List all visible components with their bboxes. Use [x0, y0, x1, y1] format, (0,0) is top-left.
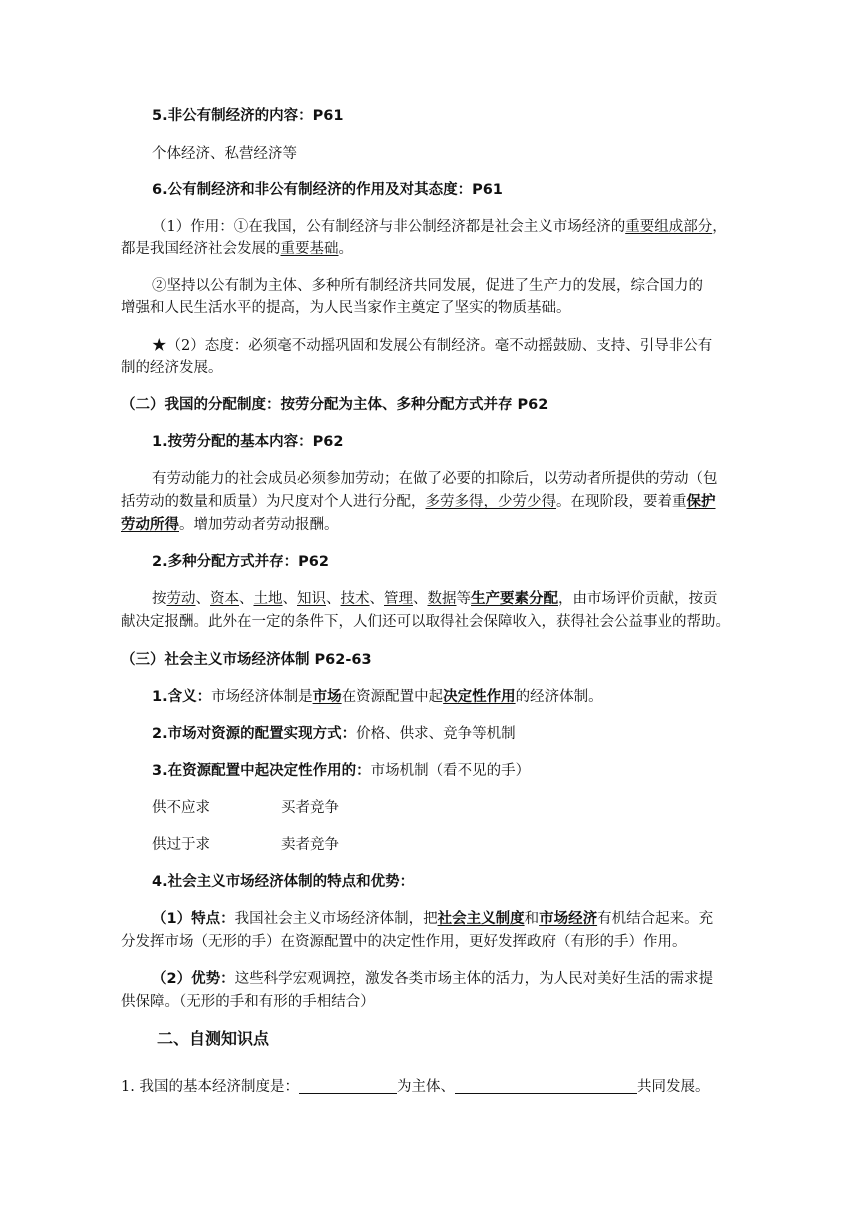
- supply-row-2-right: 卖者竞争: [281, 837, 339, 853]
- factor-capital: 资本: [210, 591, 239, 607]
- factor-land: 土地: [253, 591, 283, 607]
- factor-management: 管理: [384, 591, 413, 607]
- factor-data: 数据: [427, 591, 457, 607]
- label: 3.在资源配置中起决定性作用的：: [152, 763, 371, 779]
- separator: 、: [239, 591, 254, 607]
- blank-1[interactable]: [299, 1077, 397, 1094]
- separator: 、: [413, 591, 428, 607]
- section-3-1: [152, 687, 603, 707]
- text: 的经济体制。: [515, 689, 603, 705]
- separator: 、: [369, 591, 384, 607]
- supply-row-1-left: 供不应求: [152, 800, 210, 816]
- section-6-heading: 6.公有制经济和非公有制经济的作用及对其态度：P61: [152, 182, 503, 198]
- text: ，: [712, 219, 727, 235]
- text: （1）作用：①在我国，公有制经济与非公制经济都是社会主义市场经济的: [152, 219, 626, 235]
- factor-technology: 技术: [340, 591, 370, 607]
- underlined-term: 市场经济: [539, 911, 598, 927]
- separator: 、: [326, 591, 341, 607]
- section-3-4-advantages-line-2: 供保障。（无形的手和有形的手相结合）: [121, 994, 375, 1010]
- separator: 、: [282, 591, 297, 607]
- underlined-term: 市场: [312, 689, 342, 705]
- section-6-role-line-2: [121, 239, 353, 259]
- label: 2.市场对资源的配置实现方式：: [152, 726, 357, 742]
- section-6-point-2-line-1: ②坚持以公有制为主体、多种所有制经济共同发展，促进了生产力的发展，综合国力的: [152, 278, 703, 294]
- section-6-attitude-line-2: 制的经济发展。: [121, 360, 223, 376]
- underlined-term: 重要基础: [280, 241, 339, 257]
- text: ，由市场评价贡献，按贡: [558, 591, 718, 607]
- section-3-3: [152, 761, 530, 781]
- text: 在资源配置中起: [341, 689, 444, 705]
- section-3-2: [152, 724, 516, 744]
- underlined-term: 劳动所得: [121, 517, 179, 533]
- label: （1）特点：: [152, 911, 235, 927]
- text: 和: [524, 911, 540, 927]
- section-6-attitude-line-1: ★（2）态度：必须毫不动摇巩固和发展公有制经济。毫不动摇鼓励、支持、引导非公有: [152, 338, 713, 354]
- section-2-1-line-2: [121, 492, 716, 512]
- label: 1.含义：: [152, 689, 212, 705]
- label: （2）优势：: [152, 971, 235, 987]
- text: 市场机制（看不见的手）: [370, 763, 531, 779]
- separator: 、: [195, 591, 210, 607]
- sec2-heading: （二）我国的分配制度：按劳分配为主体、多种分配方式并存 P62: [121, 397, 549, 413]
- section-5-content: 个体经济、私营经济等: [152, 146, 297, 162]
- section-5-heading: 5.非公有制经济的内容：P61: [152, 108, 344, 124]
- supply-row-1-right: 买者竞争: [281, 800, 339, 816]
- factor-knowledge: 知识: [297, 591, 326, 607]
- part-2-heading: 二、自测知识点: [157, 1029, 270, 1048]
- text: 我国社会主义市场经济体制，把: [234, 911, 438, 927]
- underlined-term: 重要组成部分: [625, 219, 713, 235]
- section-3-4-heading: 4.社会主义市场经济体制的特点和优势：: [152, 874, 415, 890]
- section-2-2-line-2: 献决定报酬。此外在一定的条件下，人们还可以取得社会保障收入，获得社会公益事业的帮助。: [121, 614, 730, 630]
- question-1: [121, 1077, 709, 1097]
- text: 。: [338, 241, 353, 257]
- text: 1. 我国的基本经济制度是：: [121, 1079, 299, 1095]
- section-2-1-heading: 1.按劳分配的基本内容：P62: [152, 434, 344, 450]
- section-2-1-line-1: 有劳动能力的社会成员必须参加劳动；在做了必要的扣除后，以劳动者所提供的劳动（包: [152, 471, 718, 487]
- underlined-term: 生产要素分配: [471, 591, 558, 607]
- underlined-term: 社会主义制度: [437, 911, 525, 927]
- section-3-4-advantages-line-1: [152, 969, 713, 989]
- text: 这些科学宏观调控，激发各类市场主体的活力，为人民对美好生活的需求提: [234, 971, 714, 987]
- section-2-2-heading: 2.多种分配方式并存：P62: [152, 554, 329, 570]
- text: 等: [456, 591, 471, 607]
- text: 价格、供求、竞争等机制: [356, 726, 516, 742]
- underlined-term: 决定性作用: [443, 689, 516, 705]
- section-6-role-line-1: [152, 217, 727, 237]
- section-2-2-line-1: [152, 589, 718, 609]
- text: 共同发展。: [636, 1079, 710, 1095]
- text: 括劳动的数量和质量）为尺度对个人进行分配，: [121, 494, 426, 510]
- text: 。在现阶段，要着重: [556, 494, 687, 510]
- section-3-4-features-line-1: [152, 909, 713, 929]
- underlined-term: 保护: [686, 494, 716, 510]
- blank-2[interactable]: [455, 1077, 637, 1094]
- text: 有机结合起来。充: [597, 911, 714, 927]
- factor-labor: 劳动: [166, 591, 196, 607]
- supply-row-2-left: 供过于求: [152, 837, 210, 853]
- text: 市场经济体制是: [211, 689, 313, 705]
- section-3-4-features-line-2: 分发挥市场（无形的手）在资源配置中的决定性作用，更好发挥政府（有形的手）作用。: [121, 934, 687, 950]
- section-2-1-line-3: [121, 515, 339, 535]
- text: 为主体、: [396, 1079, 455, 1095]
- text: 按: [152, 591, 167, 607]
- sec3-heading: （三）社会主义市场经济体制 P62-63: [121, 652, 372, 668]
- text: 。增加劳动者劳动报酬。: [179, 517, 339, 533]
- section-6-point-2-line-2: 增强和人民生活水平的提高，为人民当家作主奠定了坚实的物质基础。: [121, 300, 571, 316]
- underlined-term: 多劳多得，少劳少得: [425, 494, 556, 510]
- text: 都是我国经济社会发展的: [121, 241, 281, 257]
